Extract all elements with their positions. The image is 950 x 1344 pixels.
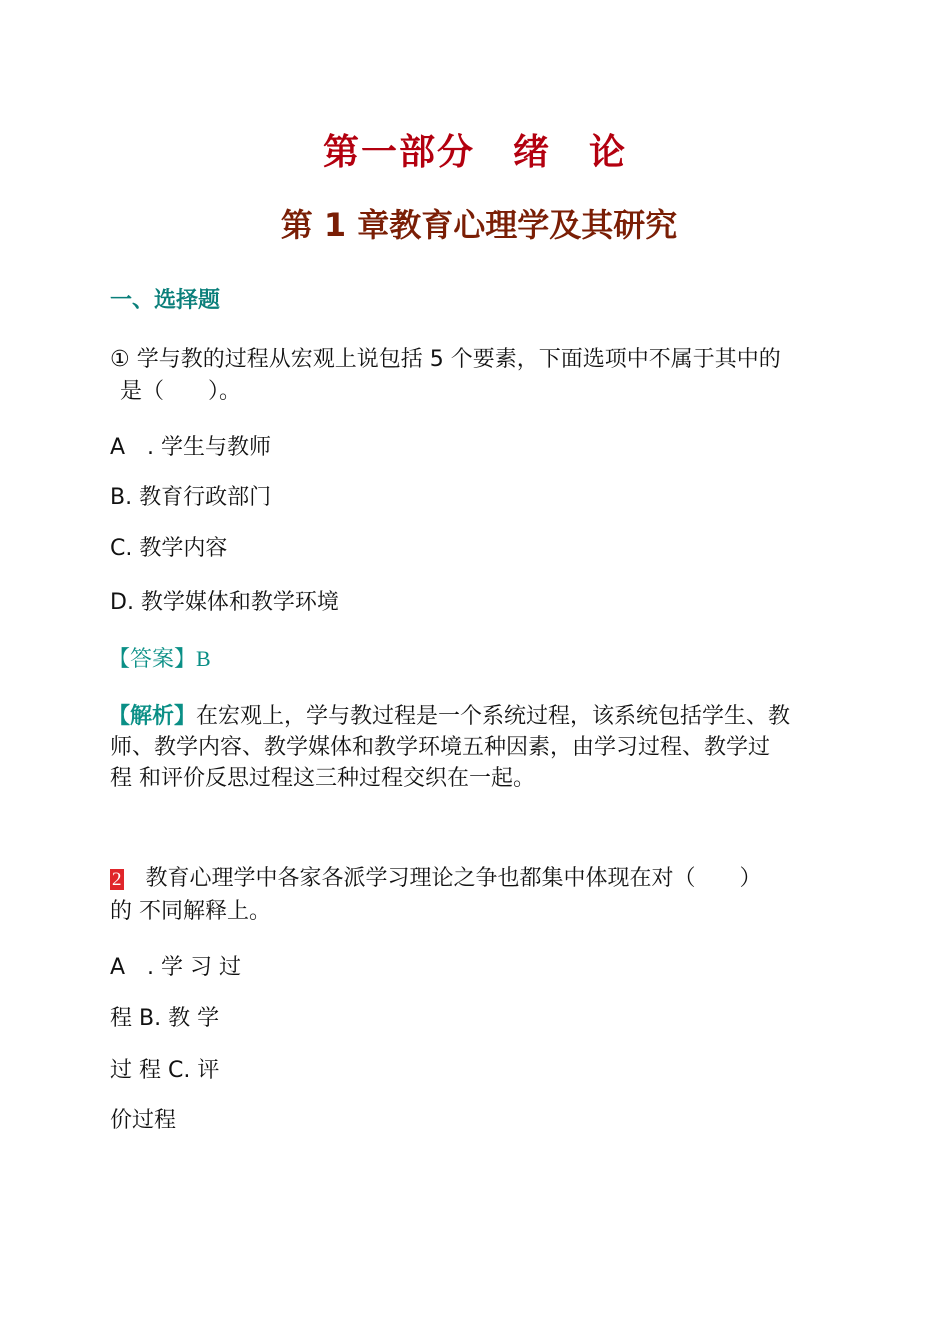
q1-option-a: A . 学生与教师 <box>110 435 272 460</box>
part-title: 第一部分 绪 论 <box>322 132 627 173</box>
q2-option-line1: A . 学 习 过 <box>110 955 242 980</box>
chapter-title: 第 1 章教育心理学及其研究 <box>280 206 678 244</box>
q2-stem-text: 教育心理学中各家各派学习理论之争也都集中体现在对（ ） <box>145 866 762 891</box>
section-title: 一、选择题 <box>110 288 221 313</box>
q1-answer <box>108 642 211 673</box>
q1-stem-line1: ① 学与教的过程从宏观上说包括 5 个要素，下面选项中不属于其中的 <box>110 347 781 372</box>
q1-option-b: B. 教育行政部门 <box>110 485 272 510</box>
answer-value: B <box>196 646 211 671</box>
q2-stem-line2: 的 不同解释上。 <box>110 899 271 924</box>
q2-option-line4: 价过程 <box>110 1108 177 1133</box>
q1-stem-line2: 是（ ）。 <box>120 379 242 404</box>
q1-analysis-line3: 程 和评价反思过程这三种过程交织在一起。 <box>110 766 535 791</box>
analysis-label: 【解析】 <box>108 704 197 729</box>
q2-option-line3: 过 程 C. 评 <box>110 1058 220 1083</box>
q1-option-c: C. 教学内容 <box>110 536 228 561</box>
q1-analysis-line2: 师、教学内容、教学媒体和教学环境五种因素，由学习过程、教学过 <box>110 735 771 760</box>
answer-label: 【答案】 <box>108 647 197 672</box>
q1-option-d: D. 教学媒体和教学环境 <box>110 590 339 615</box>
q1-analysis-line1 <box>108 699 790 730</box>
q2-option-line2: 程 B. 教 学 <box>110 1006 220 1031</box>
q2-number: 2 <box>112 869 122 890</box>
q2-stem-line1 <box>110 861 762 892</box>
analysis-text: 在宏观上，学与教过程是一个系统过程，该系统包括学生、教 <box>196 704 791 729</box>
